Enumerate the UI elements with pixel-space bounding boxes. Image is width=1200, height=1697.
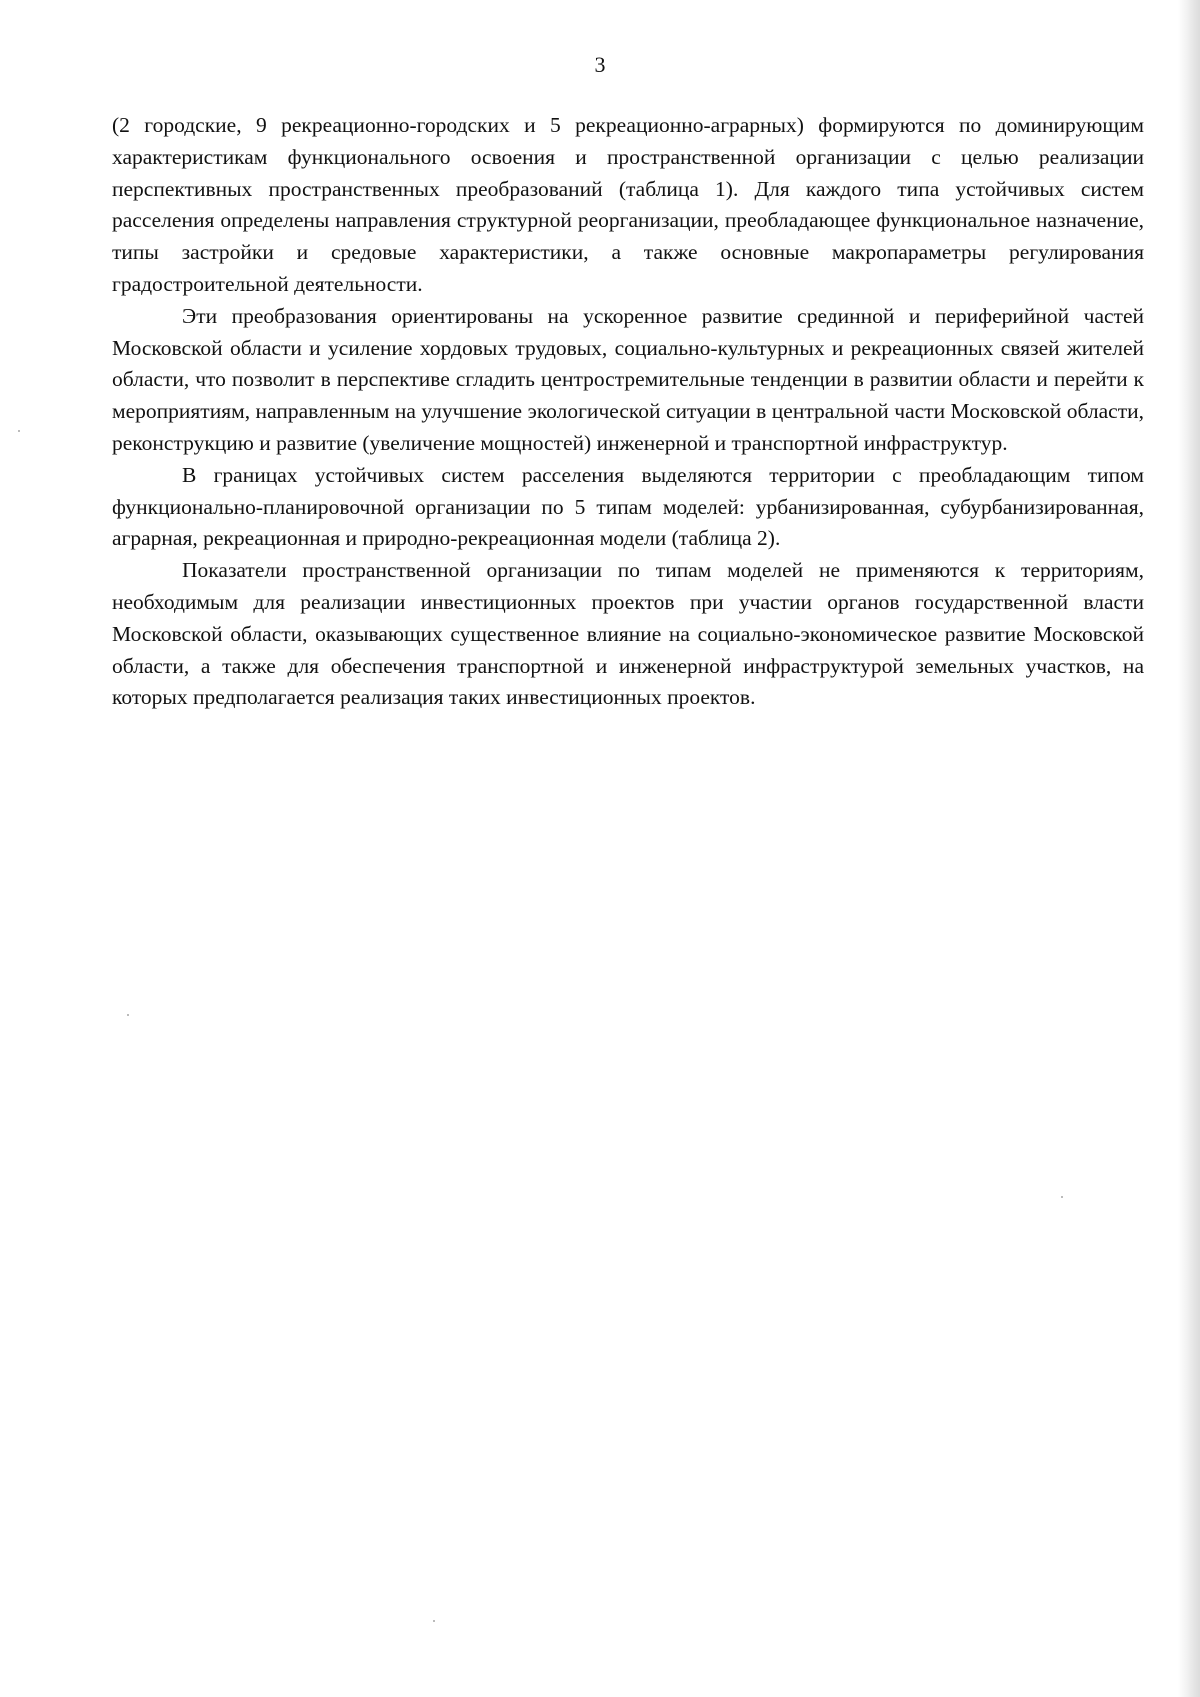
- scan-speck: [1061, 1196, 1063, 1198]
- page-number: 3: [594, 52, 606, 77]
- paragraph-1: (2 городские, 9 рекреационно-городских и 5 рекреационно-аграрных) формируются по доминирующим характеристикам функционального освоения и пространственной организации с целью реализации перспективных пространственных преобразований (таблица 1). Для каждого типа устойчивых систем расселения определены направления структурной реорганизации, преобладающее функциональное назначение, типы застройки и средовые характеристики, а также основные макропараметры регулирования градостроительной деятельности.: [112, 113, 1144, 296]
- scan-speck: [18, 430, 20, 432]
- paragraph-2: Эти преобразования ориентированы на ускоренное развитие срединной и периферийной частей Московской области и усиление хордовых трудовых, социально-культурных и рекреационных связей жителей области, что позволит в перспективе сгладить центростремительные тенденции в развитии области и перейти к мероприятиям, направленным на улучшение экологической ситуации в центральной части Московской области, реконструкцию и развитие (увеличение мощностей) инженерной и транспортной инфраструктур.: [112, 303, 1144, 455]
- paragraph-3: В границах устойчивых систем расселения выделяются территории с преобладающим типом функционально-планировочной организации по 5 типам моделей: урбанизированная, субурбанизированная, аграрная, рекреационная и природно-рекреационная модели (таблица 2).: [112, 462, 1144, 551]
- paragraph-4: Показатели пространственной организации по типам моделей не применяются к территориям, необходимым для реализации инвестиционных проектов при участии органов государственной власти Московской области, оказывающих существенное влияние на социально-экономическое развитие Московской области, а также для обеспечения транспортной и инженерной инфраструктурой земельных участков, на которых предполагается реализация таких инвестиционных проектов.: [112, 558, 1144, 710]
- scan-speck: [433, 1620, 435, 1622]
- scan-edge-shadow: [1178, 0, 1200, 1697]
- document-body: [112, 110, 1144, 714]
- scan-speck: [127, 1014, 129, 1016]
